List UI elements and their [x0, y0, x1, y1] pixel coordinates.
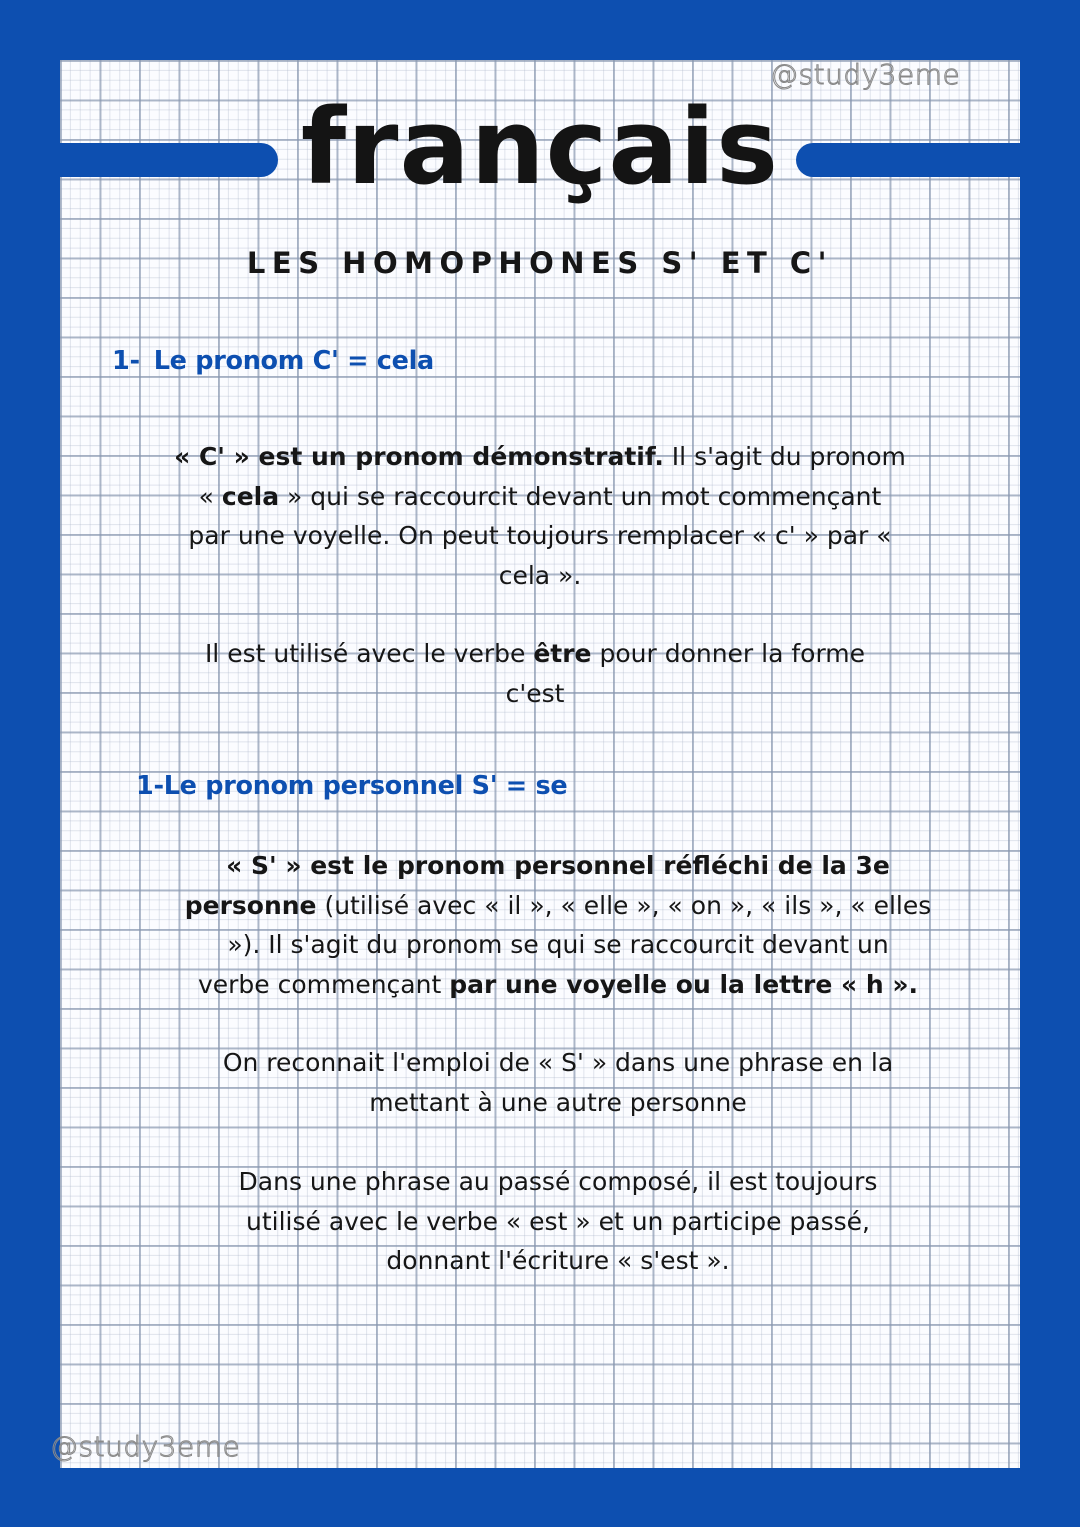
bold-text: « S' » est le pronom personnel réfléchi de la 3e [226, 851, 890, 880]
paragraph-line: mettant à une autre personne [369, 1087, 747, 1117]
section-1-heading-text: Le pronom C' = cela [153, 346, 434, 376]
paragraph-line: cela ». [498, 560, 582, 590]
watermark-bottom: @study3eme [50, 1430, 241, 1463]
text: « [198, 481, 222, 511]
section-2-paragraph-1 [176, 846, 940, 1004]
paragraph-line: »). Il s'agit du pronom se qui se raccourcit devant un [227, 930, 889, 959]
paragraph-line [150, 437, 930, 477]
section-1-paragraph-1 [150, 437, 930, 595]
paragraph-line: c'est [505, 678, 565, 708]
bold-text: par une voyelle ou la lettre « h ». [449, 969, 919, 999]
section-2-paragraph-2 [176, 1043, 940, 1122]
section-1-paragraph-2 [150, 634, 920, 713]
paragraph-line: On reconnait l'emploi de « S' » dans une phrase en la [222, 1048, 894, 1077]
paragraph-line [176, 965, 940, 1005]
paragraph-line [176, 846, 940, 886]
page-subtitle: LES HOMOPHONES S' ET C' [246, 246, 834, 280]
bold-text: cela [221, 481, 280, 511]
paragraph-line: donnant l'écriture « s'est ». [386, 1246, 730, 1275]
paragraph-line: par une voyelle. On peut toujours remplacer « c' » par « [188, 521, 892, 550]
section-2-paragraph-3 [176, 1162, 940, 1281]
bold-text: « C' » est un pronom démonstratif. [174, 442, 664, 471]
paragraph-line: Dans une phrase au passé composé, il est toujours [238, 1167, 878, 1196]
paragraph-line [150, 634, 920, 674]
text: verbe commençant [197, 969, 450, 999]
bold-text: être [533, 639, 592, 668]
text: Il s'agit du pronom [663, 442, 906, 471]
text: Il est utilisé avec le verbe [204, 639, 534, 668]
paragraph-line [150, 477, 930, 517]
section-1-number: 1- [112, 346, 140, 376]
title-bar-right [796, 143, 1020, 177]
section-2-heading: 1-Le pronom personnel S' = se [136, 771, 568, 801]
text: pour donner la forme [591, 639, 866, 668]
watermark-top: @study3eme [770, 58, 961, 91]
paragraph-line: utilisé avec le verbe « est » et un participe passé, [245, 1206, 871, 1236]
title-bar-left [60, 143, 278, 177]
page-title: français [300, 86, 780, 208]
section-1-heading [112, 346, 434, 376]
paragraph-line [176, 886, 940, 926]
text: » qui se raccourcit devant un mot commençant [279, 481, 882, 511]
bold-text: personne [184, 890, 317, 920]
text: (utilisé avec « il », « elle », « on », « ils », « elles [316, 890, 932, 920]
